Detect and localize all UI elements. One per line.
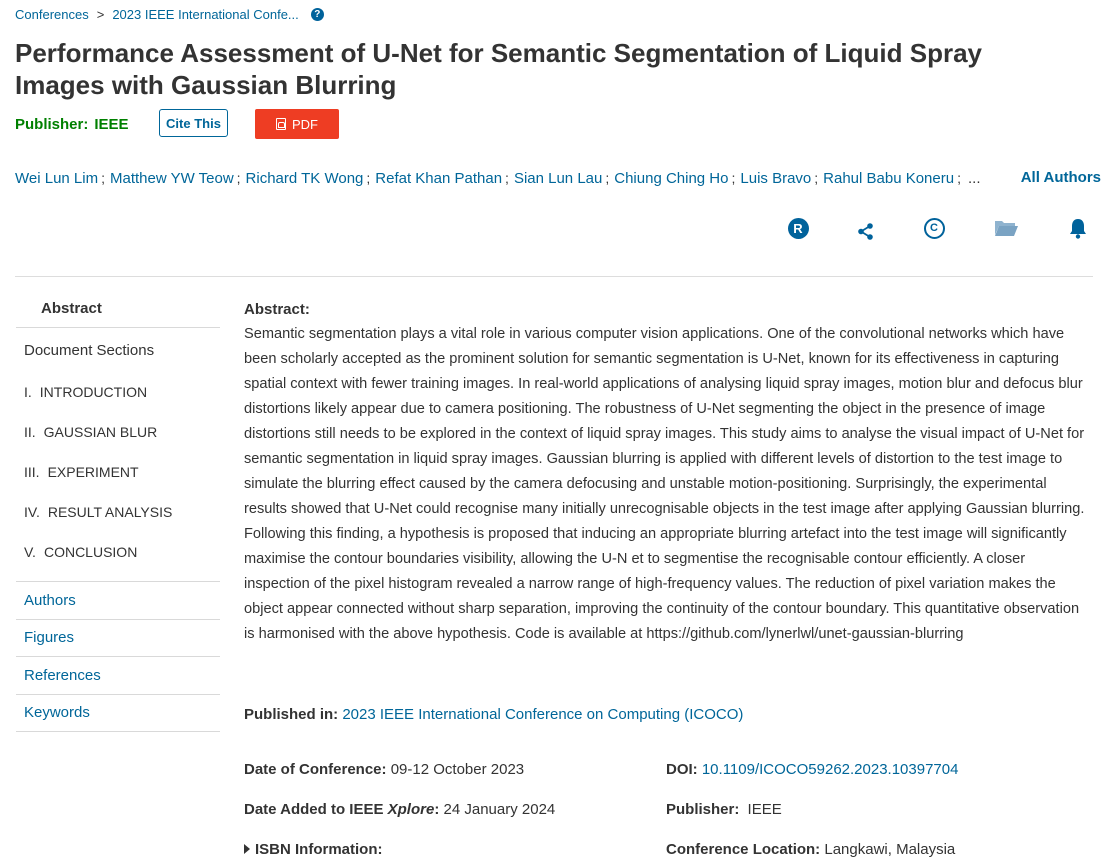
author-link[interactable]: Richard TK Wong [245, 169, 364, 187]
doi-link[interactable]: 10.1109/ICOCO59262.2023.10397704 [701, 761, 959, 778]
breadcrumb-conferences[interactable]: Conferences [15, 6, 89, 22]
page-title: Performance Assessment of U-Net for Semantic Segmentation of Liquid Spray Images with Gaussian Blurring [15, 38, 983, 100]
date-of-conference-label: Date of Conference: [244, 761, 387, 778]
published-in [244, 704, 743, 726]
published-in-label: Published in: [244, 706, 339, 723]
sidebar-item-abstract[interactable]: Abstract [16, 290, 220, 328]
question-circle-icon[interactable]: ? [311, 8, 324, 21]
sidebar-item-keywords[interactable]: Keywords [16, 695, 220, 733]
copyright-icon: C [924, 218, 945, 239]
conference-location [666, 839, 955, 860]
section-number: II. [24, 424, 36, 440]
alerts-button[interactable] [1065, 215, 1091, 241]
doi-label: DOI: [666, 761, 698, 778]
more-authors-ellipsis: ... [967, 169, 981, 187]
sidebar-section-result-analysis[interactable] [16, 492, 220, 532]
section-label: INTRODUCTION [39, 384, 148, 400]
section-label: RESULT ANALYSIS [47, 504, 173, 520]
sidebar-divider [16, 572, 220, 582]
published-in-link[interactable]: 2023 IEEE International Conference on Computing (ICOCO) [342, 706, 744, 723]
sidebar-section-introduction[interactable] [16, 372, 220, 412]
author-separator: ; [814, 170, 819, 186]
breadcrumb-separator: > [96, 6, 105, 22]
author-separator: ; [236, 170, 241, 186]
caret-right-icon [244, 844, 250, 854]
breadcrumb-conference-name[interactable]: 2023 IEEE International Confe... [112, 6, 299, 22]
document-sections-heading: Document Sections [24, 341, 155, 359]
sidebar-item-figures[interactable]: Figures [16, 620, 220, 658]
section-number: I. [24, 384, 32, 400]
conference-location-value: Langkawi, Malaysia [824, 841, 956, 858]
date-of-conference [244, 759, 524, 781]
pdf-button[interactable] [255, 109, 339, 139]
breadcrumb [15, 5, 324, 23]
author-link[interactable]: Refat Khan Pathan [375, 169, 503, 187]
bell-icon [1068, 217, 1088, 239]
pdf-button-label: PDF [292, 116, 318, 132]
publisher-meta-label: Publisher: [666, 801, 740, 818]
all-authors-link[interactable]: All Authors [1020, 169, 1101, 186]
section-number: V. [24, 544, 36, 560]
author-link[interactable]: Rahul Babu Koneru [823, 169, 955, 187]
sidebar-section-gaussian-blur[interactable] [16, 412, 220, 452]
author-separator: ; [505, 170, 509, 186]
author-list [15, 168, 981, 188]
sidebar-section-experiment[interactable] [16, 452, 220, 492]
author-link[interactable]: Luis Bravo [740, 169, 812, 187]
sidebar-section-conclusion[interactable] [16, 532, 220, 572]
header-divider [15, 276, 1093, 277]
author-link[interactable]: Chiung Ching Ho [614, 169, 729, 187]
section-label: EXPERIMENT [47, 464, 139, 480]
publisher-meta [666, 799, 782, 821]
isbn-information-toggle[interactable] [244, 839, 383, 860]
abstract-heading: Abstract: [244, 301, 310, 318]
copyright-button[interactable] [921, 215, 947, 241]
section-number: IV. [24, 504, 40, 520]
publisher-value: IEEE [94, 115, 129, 133]
share-icon [857, 222, 875, 240]
rights-r-icon: R [788, 218, 809, 239]
share-button[interactable] [853, 218, 879, 244]
conference-location-label: Conference Location: [666, 841, 821, 858]
abstract-section [244, 298, 1090, 647]
date-added-label: Date Added to IEEE Xplore: [244, 801, 440, 818]
author-separator: ; [957, 170, 961, 186]
author-link[interactable]: Matthew YW Teow [109, 169, 234, 187]
date-of-conference-value: 09-12 October 2023 [390, 761, 525, 778]
section-number: III. [24, 464, 40, 480]
isbn-information-label: ISBN Information: [255, 841, 383, 858]
publisher-meta-value: IEEE [747, 801, 782, 818]
folder-icon [993, 218, 1019, 238]
author-link[interactable]: Wei Lun Lim [15, 169, 99, 187]
author-separator: ; [366, 170, 371, 186]
rights-permissions-button[interactable] [785, 215, 811, 241]
cite-this-button[interactable]: Cite This [159, 109, 228, 137]
date-added [244, 799, 555, 821]
author-separator: ; [731, 170, 736, 186]
sidebar-item-authors[interactable]: Authors [16, 582, 220, 620]
author-link[interactable]: Sian Lun Lau [513, 169, 603, 187]
section-label: GAUSSIAN BLUR [43, 424, 158, 440]
publisher-row [15, 109, 318, 139]
author-separator: ; [101, 170, 105, 186]
section-label: CONCLUSION [43, 544, 138, 560]
doi [666, 759, 958, 781]
abstract-text: Semantic segmentation plays a vital role in various computer vision applications. One of the convolutional networks which have been scholarly accepted as the prominent solution for semantic segmentation is U-Net, known for its effectiveness in capturing spatial context with fewer training images. In real-world applications of analysing liquid spray images, motion blur and defocus blur distortions likely appear due to camera positioning. The robustness of U-Net segmenting the object in the presence of image distortions still needs to be explored in the context of liquid spray images. This study aims to analyse the visual impact of U-Net for semantic segmentation in liquid spray images. Gaussian blurring is applied with different levels of distortion to the test image to simulate the blurring effect caused by the camera defocusing and unstable motion-positioning. Surprisingly, the experimental results showed that U-Net could recognise many initially unrecognisable objects in the test image after applying Gaussian blurring. Following this finding, a hypothesis is proposed that inducing an appropriate blurring artefact into the test image will significantly maximise the contour boundaries visibility, allowing the U-N et to segmentise the recognisable contour efficiently. A closer inspection of the pixel histogram revealed a narrow range of high-frequency values. The reduction of pixel variation makes the object appear connected without sharp separation, improving the continuity of the contour boundary. This quantitative observation is harmonised with the above hypothesis. Code is available at https://github.com/lynerlwl/unet-gaussian-blurring [244, 326, 1085, 642]
save-to-folder-button[interactable] [993, 215, 1019, 241]
sidebar-item-references[interactable]: References [16, 657, 220, 695]
publisher-label: Publisher: [15, 115, 89, 133]
action-icon-row [0, 215, 1112, 245]
date-added-value: 24 January 2024 [443, 801, 556, 818]
document-sidebar [16, 290, 220, 732]
author-separator: ; [605, 170, 610, 186]
pdf-file-icon [276, 118, 286, 130]
